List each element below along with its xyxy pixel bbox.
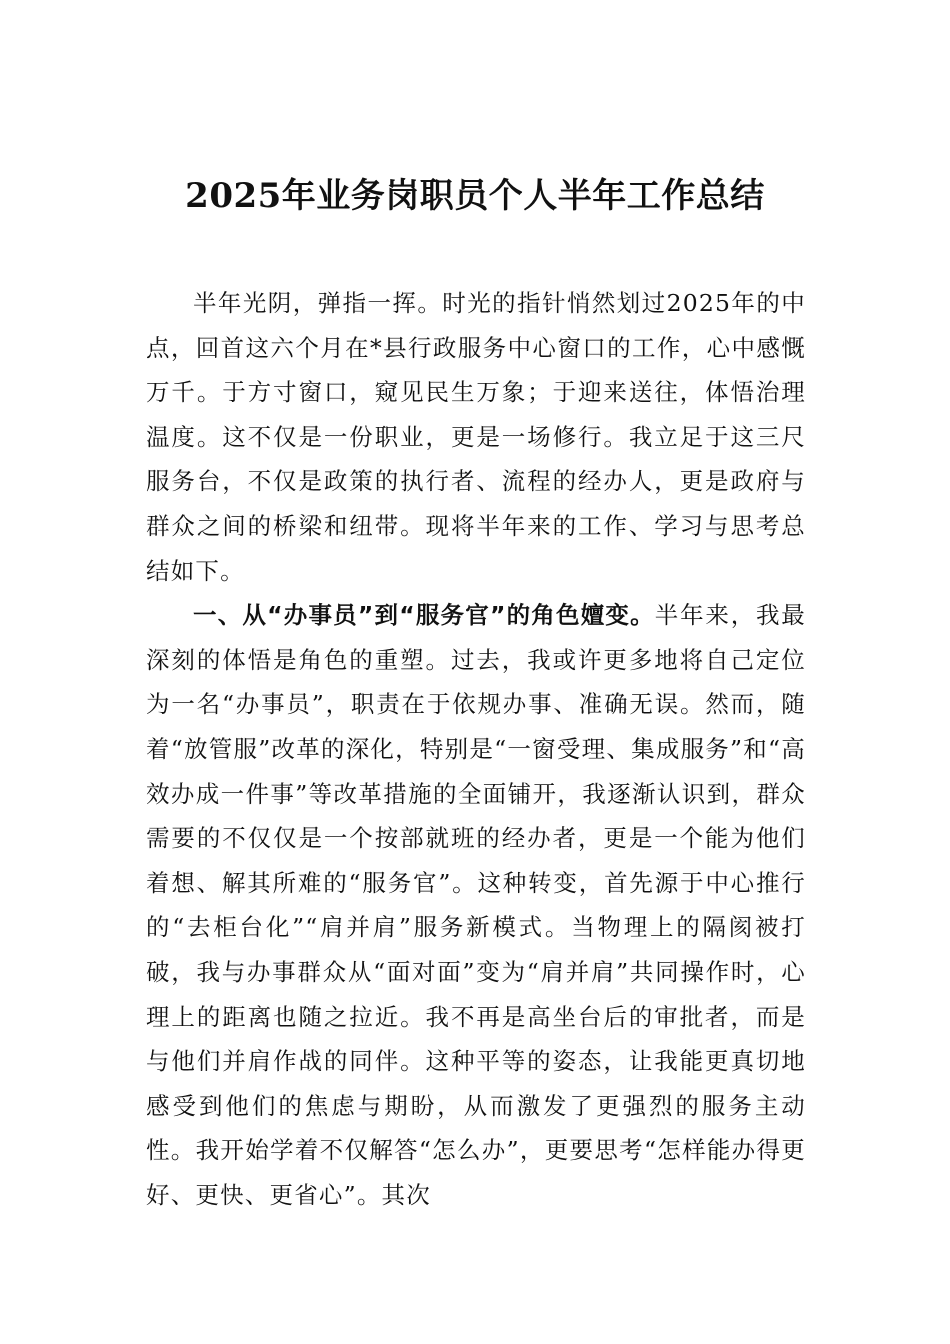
section-one-heading: 一、从“办事员”到“服务官”的角色嬗变。 <box>193 601 655 630</box>
intro-paragraph-text: 半年光阴，弹指一挥。时光的指针悄然划过2025年的中点，回首这六个月在*县行政服务中心窗口的工作，心中感慨万千。于方寸窗口，窥见民生万象；于迎来送往，体悟治理温度。这不仅是一份职业，更是一场修行。我立足于这三尺服务台，不仅是政策的执行者、流程的经办人，更是政府与群众之间的桥梁和纽带。现将半年来的工作、学习与思考总结如下。 <box>146 289 806 585</box>
section-one-paragraph <box>146 593 806 1217</box>
document-body <box>146 281 806 1217</box>
intro-paragraph <box>146 281 806 593</box>
section-one-text: 半年来，我最深刻的体悟是角色的重塑。过去，我或许更多地将自己定位为一名“办事员”，职责在于依规办事、准确无误。然而，随着“放管服”改革的深化，特别是“一窗受理、集成服务”和“高效办成一件事”等改革措施的全面铺开，我逐渐认识到，群众需要的不仅仅是一个按部就班的经办者，更是一个能为他们着想、解其所难的“服务官”。这种转变，首先源于中心推行的“去柜台化”“肩并肩”服务新模式。当物理上的隔阂被打破，我与办事群众从“面对面”变为“肩并肩”共同操作时，心理上的距离也随之拉近。我不再是高坐台后的审批者，而是与他们并肩作战的同伴。这种平等的姿态，让我能更真切地感受到他们的焦虑与期盼，从而激发了更强烈的服务主动性。我开始学着不仅解答“怎么办”，更要思考“怎样能办得更好、更快、更省心”。其次 <box>146 601 806 1209</box>
document-title: 2025年业务岗职员个人半年工作总结 <box>185 176 765 216</box>
